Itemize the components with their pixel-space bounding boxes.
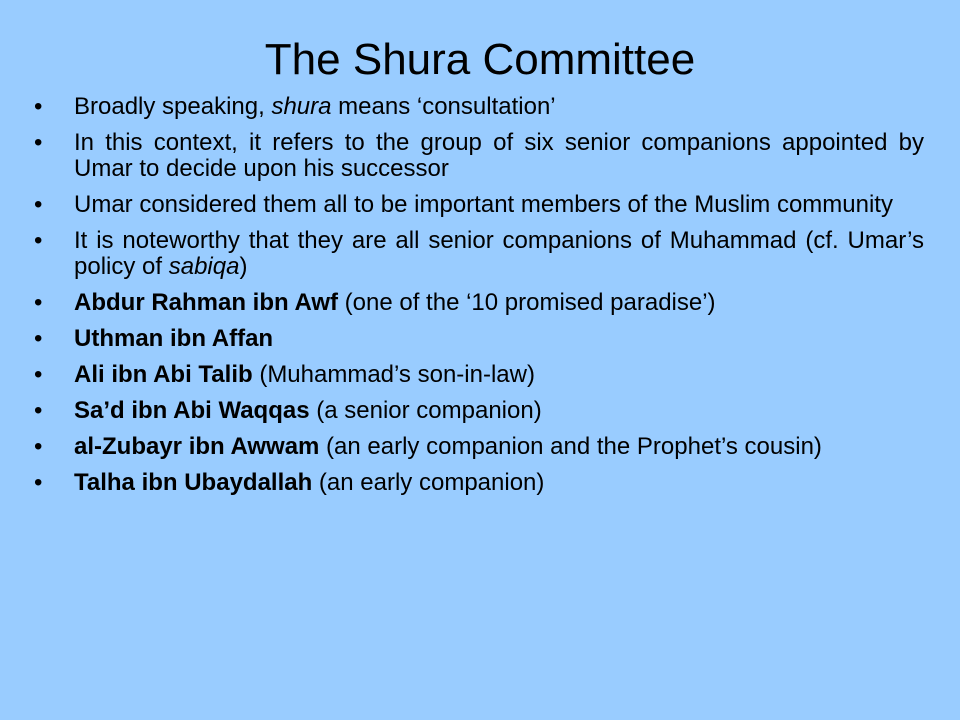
bullet-text: It is noteworthy that they are all senior companions of Muhammad (cf. Umar’s policy of [74,227,924,280]
bullet-icon: • [34,227,43,254]
bullet-icon: • [34,129,43,156]
bullet-item-member [30,290,924,316]
bullet-text: means ‘consultation’ [331,93,556,120]
bullet-icon: • [34,433,43,460]
member-name: Abdur Rahman ibn Awf [74,289,338,316]
bullet-icon: • [34,325,43,352]
bullet-item-sabiqa [30,228,924,280]
member-note: (an early companion) [312,469,545,496]
member-name: Ali ibn Abi Talib [74,361,253,388]
member-name: Talha ibn Ubaydallah [74,469,313,496]
bullet-text: In this context, it refers to the group of six senior companions appointed by Umar to decide upon his successor [74,129,924,182]
member-note: (one of the ‘10 promised paradise’) [338,289,716,316]
bullet-item-member [30,362,924,388]
bullet-icon: • [34,191,43,218]
bullet-italic-term: sabiqa [168,253,240,280]
bullet-item-shura-meaning [30,94,924,120]
member-name: al-Zubayr ibn Awwam [74,433,320,460]
bullet-item-member [30,434,924,460]
bullet-icon: • [34,289,43,316]
member-note: (Muhammad’s son-in-law) [252,361,535,388]
bullet-item-member [30,470,924,496]
bullet-icon: • [34,469,43,496]
member-note: (a senior companion) [309,397,542,424]
member-name: Sa’d ibn Abi Waqqas [74,397,310,424]
slide-title: The Shura Committee [264,35,696,84]
bullet-italic-term: shura [271,93,332,120]
bullet-icon: • [34,397,43,424]
member-name: Uthman ibn Affan [74,325,274,352]
bullet-text: Umar considered them all to be important members of the Muslim community [74,191,893,218]
bullet-item-member [30,398,924,424]
bullet-item-context [30,130,924,182]
bullet-list [30,94,924,506]
bullet-icon: • [34,93,43,120]
member-note: (an early companion and the Prophet’s cousin) [319,433,822,460]
bullet-icon: • [34,361,43,388]
bullet-item-importance [30,192,924,218]
bullet-text: Broadly speaking, [74,93,272,120]
bullet-item-member [30,326,924,352]
bullet-text: ) [239,253,248,280]
